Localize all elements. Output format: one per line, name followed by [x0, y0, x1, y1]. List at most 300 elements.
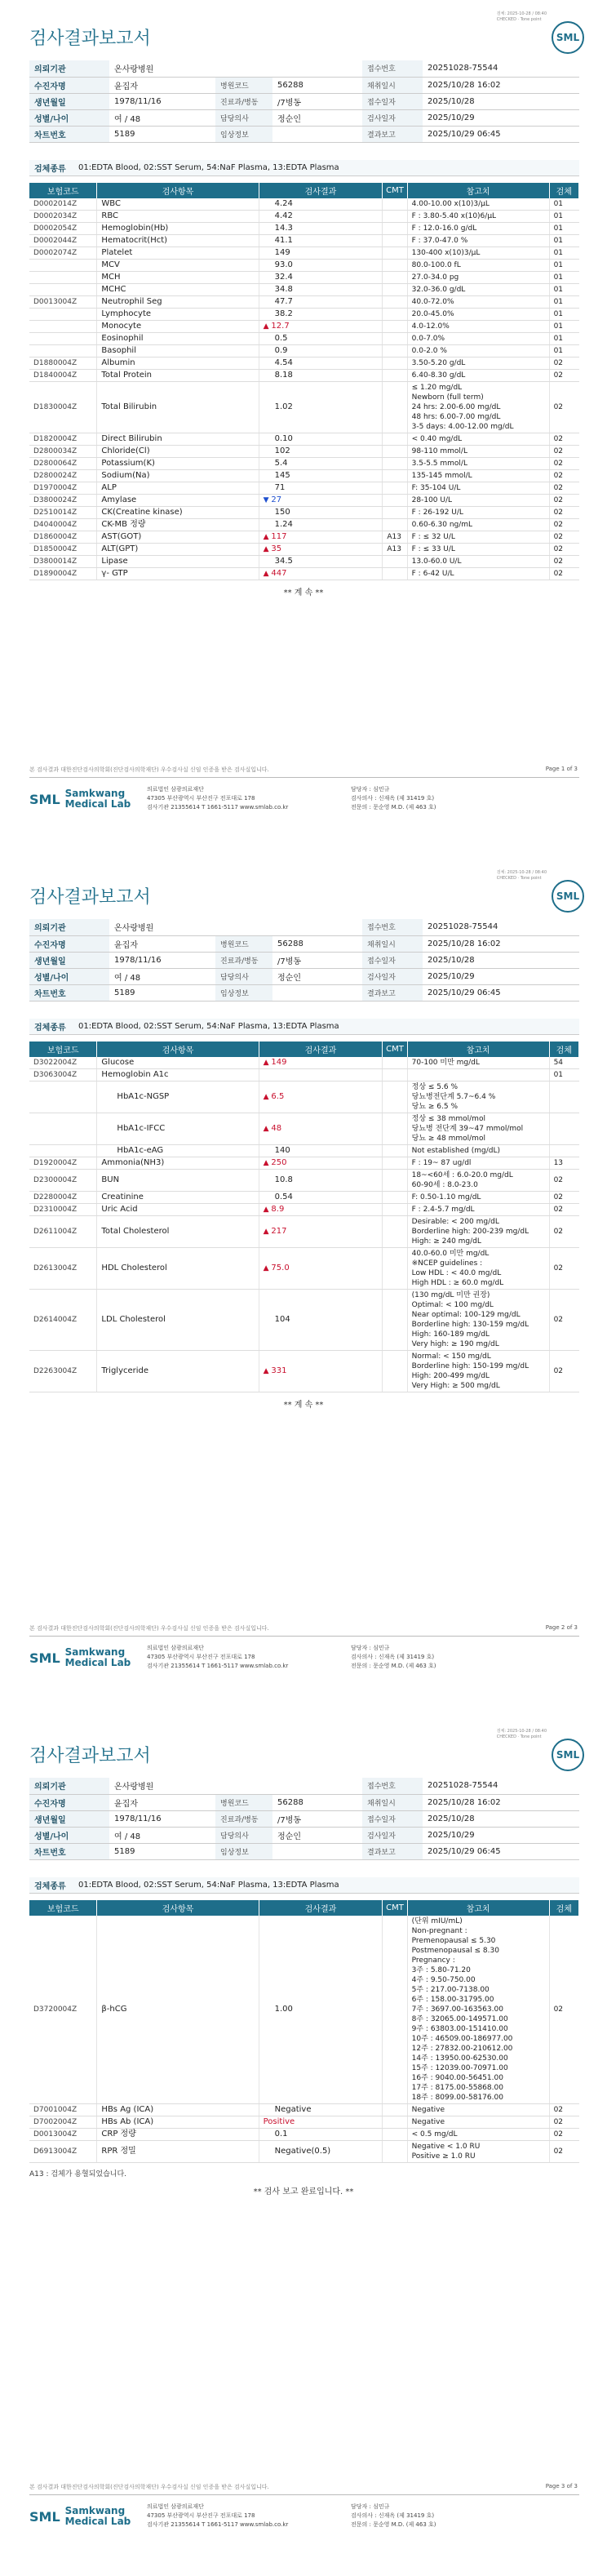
reference-line: 14주 : 13950.00-62530.00	[411, 2054, 508, 2063]
reference-line: 60-90세 : 8.0-23.0	[411, 1181, 478, 1189]
logo-line2: Medical Lab	[64, 2516, 131, 2527]
test-result	[259, 2141, 383, 2163]
report-page-1	[0, 0, 607, 857]
reference-line: 5주 : 217.00-7138.00	[411, 1986, 490, 1994]
comment-code	[383, 568, 407, 580]
value-recvno: 20251028-75544	[423, 60, 579, 77]
logo-mark: SML	[29, 1650, 60, 1666]
result-value: 47.7	[274, 297, 293, 306]
test-result	[259, 235, 383, 247]
high-flag-icon: ▲	[263, 322, 272, 331]
label-sexage: 성별/나이	[29, 968, 109, 984]
result-value: 14.3	[274, 224, 293, 233]
reference-line: Very High: ≥ 500 mg/dL	[411, 1382, 500, 1390]
test-result	[259, 211, 383, 223]
reference-range	[407, 1113, 549, 1145]
result-value: Negative(0.5)	[274, 2147, 331, 2156]
logo-mark: SML	[29, 791, 60, 807]
comment-code	[383, 1145, 407, 1157]
reference-range	[407, 247, 549, 260]
test-name: Hematocrit(Hct)	[97, 235, 259, 247]
test-result	[259, 272, 383, 284]
specimen-code: 01	[549, 260, 578, 272]
reference-line: 3-5 days: 4.00-12.00 mg/dL	[411, 423, 514, 431]
result-value: 4.42	[274, 211, 293, 220]
test-name: HDL Cholesterol	[97, 1248, 259, 1290]
label-dept: 진료과/병동	[215, 93, 272, 109]
empty-cell	[215, 60, 362, 77]
result-row	[29, 1248, 579, 1290]
label-dept: 진료과/병동	[215, 1810, 272, 1827]
comment-code	[383, 247, 407, 260]
reference-line: Borderline high: 130-159 mg/dL	[411, 1321, 529, 1329]
reference-range	[407, 309, 549, 321]
test-name: Lipase	[97, 556, 259, 568]
test-name: MCV	[97, 260, 259, 272]
value-chart: 5189	[109, 126, 215, 142]
result-row	[29, 198, 579, 211]
value-specimen: 01:EDTA Blood, 02:SST Serum, 54:NaF Plasma, 13:EDTA Plasma	[78, 163, 339, 172]
reference-line: (단위 mIU/mL)	[411, 1917, 463, 1925]
specimen-code: 01	[549, 272, 578, 284]
insurance-code: D2510014Z	[29, 507, 97, 519]
test-name: Total Protein	[97, 370, 259, 382]
logo-line2: Medical Lab	[64, 798, 131, 810]
test-result	[259, 531, 383, 544]
reference-line: 6.40-8.30 g/dL	[411, 371, 466, 380]
specimen-row	[29, 1877, 579, 1894]
test-name: Platelet	[97, 247, 259, 260]
result-value: 149	[274, 248, 290, 257]
result-value: 149	[271, 1058, 287, 1067]
reference-range	[407, 2141, 549, 2163]
specimen-code: 01	[549, 333, 578, 345]
reference-line: 15주 : 12039.00-70971.00	[411, 2064, 508, 2072]
signatory-line: 담당자 : 심민규	[351, 786, 390, 793]
accreditation-note: 본 검사결과 대한진단검사의학회(진단검사의학재단) 우수검사실 신임 인증을 받은 검사실입니다.	[29, 766, 269, 773]
label-resultdate: 결과보고	[362, 984, 423, 1001]
result-value: 0.54	[274, 1193, 293, 1201]
reference-range	[407, 1216, 549, 1248]
result-row	[29, 1204, 579, 1216]
reference-range	[407, 358, 549, 370]
test-result	[259, 1113, 383, 1145]
result-value: 0.10	[274, 434, 293, 443]
test-name: BUN	[97, 1170, 259, 1192]
test-name: Uric Acid	[97, 1204, 259, 1216]
insurance-code: D3063004Z	[29, 1069, 97, 1081]
samkwang-logo	[29, 788, 131, 810]
insurance-code: D7001004Z	[29, 2104, 97, 2116]
high-flag-icon: ▲	[263, 1093, 272, 1101]
value-patient: 윤집자	[109, 935, 215, 952]
comment-code	[383, 235, 407, 247]
comment-code	[383, 433, 407, 446]
specimen-code: 02	[549, 2141, 578, 2163]
test-name: Albumin	[97, 358, 259, 370]
comment-code	[383, 556, 407, 568]
address-line: 검사기관 21355614 T 1661-5117 www.smlab.co.kr	[147, 804, 289, 811]
result-value: 0.1	[274, 2130, 288, 2139]
report-page-3	[0, 1717, 607, 2574]
meta-line: 검체: 2025-10-28 / 08:40	[496, 870, 547, 875]
specimen-code: 02	[549, 568, 578, 580]
column-header: CMT	[383, 1042, 407, 1057]
test-result	[259, 333, 383, 345]
column-header: 보험코드	[29, 183, 97, 198]
reference-range	[407, 507, 549, 519]
result-row	[29, 531, 579, 544]
value-resultdate: 2025/10/29 06:45	[423, 984, 579, 1001]
specimen-code: 02	[549, 2116, 578, 2129]
insurance-code: D1830004Z	[29, 382, 97, 433]
test-name: γ- GTP	[97, 568, 259, 580]
address-line: 의료법인 삼광의료재단	[147, 2503, 204, 2510]
result-value: 117	[271, 532, 287, 541]
test-result	[259, 284, 383, 296]
specimen-code: 02	[549, 2129, 578, 2141]
reference-line: 정상 ≤ 5.6 %	[411, 1083, 459, 1091]
value-clinical	[272, 1843, 362, 1859]
result-row	[29, 482, 579, 495]
comment-code	[383, 1057, 407, 1069]
comment-code	[383, 507, 407, 519]
reference-line: (130 mg/dL 미만 권장)	[411, 1291, 490, 1299]
reference-line: Borderline high: 150-199 mg/dL	[411, 1362, 529, 1370]
result-value: 145	[274, 471, 290, 480]
specimen-code: 02	[549, 507, 578, 519]
report-meta	[497, 11, 547, 23]
specimen-code: 02	[549, 556, 578, 568]
insurance-code: D1920004Z	[29, 1157, 97, 1170]
comment-code	[383, 272, 407, 284]
comment-code	[383, 284, 407, 296]
reference-line: Very high: ≥ 190 mg/dL	[411, 1340, 499, 1348]
reference-line: 130-400 x(10)3/μL	[411, 249, 481, 257]
insurance-code: D2800064Z	[29, 458, 97, 470]
specimen-code: 01	[549, 1069, 578, 1081]
specimen-code: 02	[549, 458, 578, 470]
test-result	[259, 1290, 383, 1351]
result-value: 71	[274, 483, 286, 492]
comment-code	[383, 321, 407, 333]
signatory-line: 검사의사 : 신재옥 (제 31419 호)	[351, 2512, 435, 2519]
result-row	[29, 507, 579, 519]
lab-address	[147, 2503, 288, 2529]
reference-line: Newborn (full term)	[411, 393, 484, 402]
report-title: 검사결과보고서	[29, 29, 151, 49]
insurance-code: D1890004Z	[29, 568, 97, 580]
value-dept: /7병동	[272, 93, 362, 109]
label-hospital: 의뢰기관	[29, 60, 109, 77]
reference-range	[407, 568, 549, 580]
comment-code	[383, 1290, 407, 1351]
specimen-code: 02	[549, 1351, 578, 1392]
test-name: Potassium(K)	[97, 458, 259, 470]
label-clinical: 임상정보	[215, 1843, 272, 1859]
label-specimen: 검체종류	[34, 1882, 66, 1891]
comment-code	[383, 198, 407, 211]
column-header: 참고치	[407, 1900, 549, 1916]
continued-marker: ** 계 속 **	[283, 588, 324, 597]
reference-line: F : ≤ 32 U/L	[411, 533, 455, 541]
insurance-code: D0013004Z	[29, 2129, 97, 2141]
reference-line: Premenopausal ≤ 5.30	[411, 1937, 496, 1945]
signatory-line: 담당자 : 심민규	[351, 2503, 390, 2510]
reference-range	[407, 1069, 549, 1081]
test-name: Hemoglobin(Hb)	[97, 223, 259, 235]
result-row	[29, 1157, 579, 1170]
test-name: Chloride(Cl)	[97, 446, 259, 458]
test-name: Neutrophil Seg	[97, 296, 259, 309]
column-header: 검사결과	[259, 1900, 383, 1916]
test-result	[259, 223, 383, 235]
result-row	[29, 1081, 579, 1113]
result-row	[29, 458, 579, 470]
accreditation-note: 본 검사결과 대한진단검사의학회(진단검사의학재단) 우수검사실 신임 인증을 받은 검사실입니다.	[29, 1625, 269, 1632]
label-chart: 차트번호	[29, 984, 109, 1001]
comment-code	[383, 333, 407, 345]
label-specimen: 검체종류	[34, 165, 66, 174]
specimen-code: 02	[549, 1916, 578, 2104]
reference-line: F : ≤ 33 U/L	[411, 545, 455, 553]
logo-line1: Samkwang	[64, 1646, 126, 1658]
reference-line: 10주 : 46509.00-186977.00	[411, 2035, 513, 2043]
result-row	[29, 1145, 579, 1157]
label-collect: 채취일시	[362, 935, 423, 952]
specimen-code: 01	[549, 235, 578, 247]
specimen-code: 02	[549, 519, 578, 531]
test-result	[259, 260, 383, 272]
test-result	[259, 544, 383, 556]
label-collect: 채취일시	[362, 77, 423, 93]
test-name: β-hCG	[97, 1916, 259, 2104]
sml-logo: SML	[552, 1739, 584, 1771]
completion-marker: ** 검사 보고 완료입니다. **	[253, 2187, 354, 2196]
reference-range	[407, 2104, 549, 2116]
result-value: 447	[271, 569, 287, 578]
report-title: 검사결과보고서	[29, 887, 151, 908]
reference-line: 3.50-5.20 g/dL	[411, 359, 466, 367]
reference-line: High: 160-189 mg/dL	[411, 1330, 490, 1339]
result-row	[29, 519, 579, 531]
specimen-code: 02	[549, 495, 578, 507]
comment-code	[383, 1069, 407, 1081]
empty-cell	[215, 919, 362, 935]
samkwang-logo	[29, 1647, 131, 1668]
insurance-code: D2614004Z	[29, 1290, 97, 1351]
insurance-code	[29, 1081, 97, 1113]
result-value: 250	[271, 1158, 287, 1167]
label-hcode: 병원코드	[215, 77, 272, 93]
result-value: 93.0	[274, 260, 293, 269]
reference-range	[407, 382, 549, 433]
specimen-code: 01	[549, 247, 578, 260]
samkwang-logo	[29, 2506, 131, 2527]
meta-line: CHECKED · Tone point	[496, 876, 542, 881]
insurance-code: D0002044Z	[29, 235, 97, 247]
reference-line: 17주 : 8175.00-55868.00	[411, 2084, 503, 2092]
reference-line: 18주 : 8099.00-58176.00	[411, 2094, 503, 2102]
insurance-code	[29, 272, 97, 284]
reference-line: 4.0-12.0%	[411, 322, 450, 331]
logo-line1: Samkwang	[64, 2505, 126, 2516]
low-flag-icon: ▼	[263, 496, 272, 504]
insurance-code: D2263004Z	[29, 1351, 97, 1392]
insurance-code	[29, 309, 97, 321]
reference-line: F : 26-192 U/L	[411, 509, 463, 517]
specimen-code: 02	[549, 1216, 578, 1248]
specimen-code: 02	[549, 1290, 578, 1351]
test-result	[259, 358, 383, 370]
result-value: 5.4	[274, 459, 288, 468]
address-line: 47305 부산광역시 부산진구 전포대로 178	[147, 2512, 255, 2519]
reference-line: 20.0-45.0%	[411, 310, 454, 318]
test-name: Total Cholesterol	[97, 1216, 259, 1248]
reference-line: Positive ≥ 1.0 RU	[411, 2152, 476, 2161]
label-resultdate: 결과보고	[362, 1843, 423, 1859]
reference-line: 3.5-5.5 mmol/L	[411, 460, 467, 468]
high-flag-icon: ▲	[263, 1125, 272, 1133]
value-collect: 2025/10/28 16:02	[423, 1794, 579, 1810]
specimen-code: 01	[549, 223, 578, 235]
reference-line: 48 hrs: 6.00-7.00 mg/dL	[411, 413, 501, 421]
reference-line: 6주 : 158.00-31795.00	[411, 1996, 494, 2004]
test-name: CK(Creatine kinase)	[97, 507, 259, 519]
specimen-code: 02	[549, 382, 578, 433]
reference-line: 24 hrs: 2.00-6.00 mg/dL	[411, 403, 501, 411]
reference-range	[407, 1248, 549, 1290]
result-value: 1.00	[274, 2005, 293, 2014]
comment-code	[383, 345, 407, 358]
insurance-code: D0013004Z	[29, 296, 97, 309]
test-result	[259, 1248, 383, 1290]
result-value: 150	[274, 508, 290, 517]
value-sexage: 여 / 48	[109, 109, 215, 126]
test-name: ALT(GPT)	[97, 544, 259, 556]
reference-range	[407, 211, 549, 223]
result-value: 331	[271, 1366, 287, 1375]
reference-line: ※NCEP guidelines :	[411, 1259, 483, 1268]
value-birth: 1978/11/16	[109, 93, 215, 109]
reference-line: 27.0-34.0 pg	[411, 273, 459, 282]
result-value	[264, 1070, 275, 1079]
reference-range	[407, 531, 549, 544]
logo-line2: Medical Lab	[64, 1657, 131, 1668]
reference-range	[407, 446, 549, 458]
test-name: Hemoglobin A1c	[97, 1069, 259, 1081]
reference-line: 4주 : 9.50-750.00	[411, 1976, 476, 1984]
specimen-code	[549, 1113, 578, 1145]
value-resultdate: 2025/10/29 06:45	[423, 1843, 579, 1859]
address-line: 의료법인 삼광의료재단	[147, 1645, 204, 1651]
result-value: 34.5	[274, 557, 293, 566]
reference-range	[407, 458, 549, 470]
result-row	[29, 433, 579, 446]
result-row	[29, 2116, 579, 2129]
logo-line1: Samkwang	[64, 788, 126, 799]
result-value: 104	[274, 1315, 290, 1324]
empty-cell	[215, 1778, 362, 1794]
meta-line: 검체: 2025-10-28 / 08:40	[496, 11, 547, 16]
label-clinical: 임상정보	[215, 984, 272, 1001]
reference-range	[407, 1145, 549, 1157]
result-value: Positive	[263, 2117, 295, 2126]
column-header: CMT	[383, 1900, 407, 1916]
value-testdate: 2025/10/29	[423, 968, 579, 984]
insurance-code	[29, 333, 97, 345]
label-sexage: 성별/나이	[29, 1827, 109, 1843]
insurance-code: D1970004Z	[29, 482, 97, 495]
patient-info-table	[29, 919, 579, 1002]
reference-line: 7주 : 3697.00-163563.00	[411, 2005, 503, 2014]
label-chart: 차트번호	[29, 126, 109, 142]
insurance-code	[29, 345, 97, 358]
insurance-code: D2613004Z	[29, 1248, 97, 1290]
sml-logo: SML	[552, 880, 584, 913]
comment-code	[383, 2129, 407, 2141]
result-row	[29, 309, 579, 321]
test-result	[259, 1170, 383, 1192]
comment-code	[383, 2104, 407, 2116]
test-name: RBC	[97, 211, 259, 223]
result-value: 8.9	[271, 1205, 285, 1214]
test-name: CRP 정량	[97, 2129, 259, 2141]
result-row	[29, 260, 579, 272]
result-row	[29, 272, 579, 284]
insurance-code: D6913004Z	[29, 2141, 97, 2163]
value-doctor: 정순인	[272, 1827, 362, 1843]
reference-range	[407, 1351, 549, 1392]
high-flag-icon: ▲	[263, 1367, 272, 1375]
insurance-code: D1840004Z	[29, 370, 97, 382]
label-doctor: 담당의사	[215, 109, 272, 126]
label-birth: 생년월일	[29, 1810, 109, 1827]
result-row	[29, 544, 579, 556]
value-recvdate: 2025/10/28	[423, 93, 579, 109]
value-patient: 윤집자	[109, 1794, 215, 1810]
hemolysis-remark: A13 : 검체가 용혈되었습니다.	[29, 2170, 127, 2178]
high-flag-icon: ▲	[263, 545, 272, 553]
value-collect: 2025/10/28 16:02	[423, 77, 579, 93]
test-result	[259, 198, 383, 211]
reference-line: 98-110 mmol/L	[411, 447, 467, 455]
insurance-code: D1850004Z	[29, 544, 97, 556]
footer-divider	[29, 1636, 579, 1637]
reference-line: 당뇨 ≥ 48 mmol/mol	[411, 1135, 485, 1143]
test-result	[259, 1069, 383, 1081]
reference-line: F : 19~ 87 ug/dl	[411, 1159, 472, 1167]
reference-range	[407, 519, 549, 531]
test-result	[259, 1157, 383, 1170]
label-doctor: 담당의사	[215, 968, 272, 984]
result-row	[29, 284, 579, 296]
result-value: 217	[271, 1227, 287, 1236]
label-hcode: 병원코드	[215, 935, 272, 952]
reference-line: F : 2.4-5.7 mg/dL	[411, 1206, 475, 1214]
insurance-code: D3720004Z	[29, 1916, 97, 2104]
comment-code	[383, 2116, 407, 2129]
insurance-code: D2280004Z	[29, 1192, 97, 1204]
test-name: HbA1c-eAG	[97, 1145, 259, 1157]
insurance-code: D1880004Z	[29, 358, 97, 370]
reference-range	[407, 1081, 549, 1113]
reference-range	[407, 235, 549, 247]
high-flag-icon: ▲	[263, 1264, 272, 1272]
reference-range	[407, 544, 549, 556]
test-result	[259, 507, 383, 519]
reference-line: 0.60-6.30 ng/mL	[411, 521, 473, 529]
